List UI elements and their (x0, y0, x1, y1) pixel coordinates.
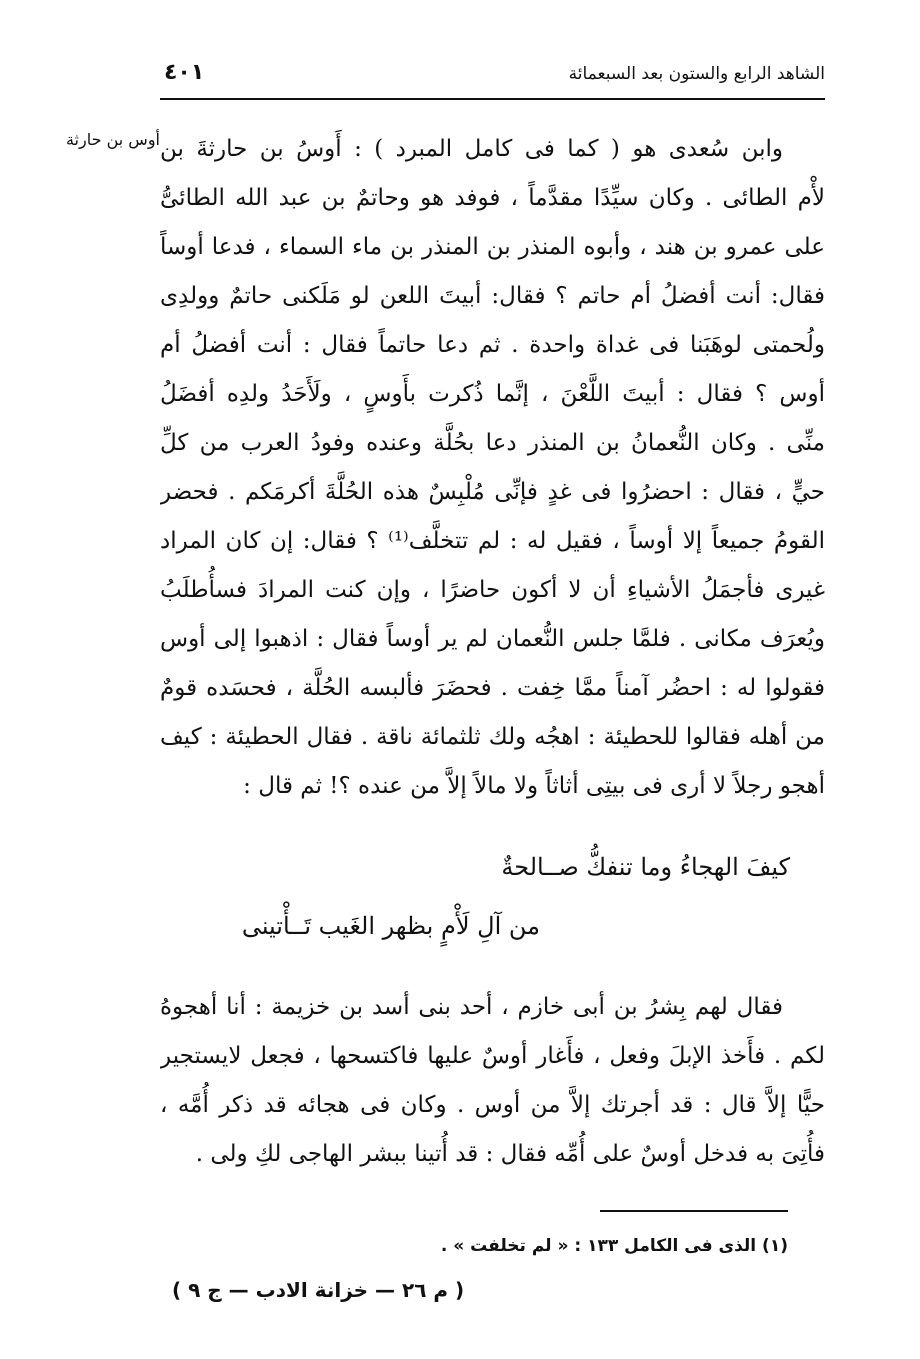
text-line: وابن سُعدى هو ( كما فى كامل المبرد ) : أَوسُ بن حارثةَ بن (160, 136, 783, 162)
text-line: لكم . فأَخذ الإبلَ وفعل ، فأَغار أوسٌ عليها فاكتسحها ، فجعل لايستجير (160, 1043, 825, 1069)
text-line: أهجو رجلاً لا أرى فى بيتِى أثاثاً ولا مالاً إلاَّ من عنده ؟! ثم قال : (243, 773, 825, 799)
verse-first-hemistich: كيفَ الهجاءُ وما تنفكُّ صــالحةٌ (501, 853, 790, 881)
margin-note: أوس بن حارثة (65, 130, 160, 149)
text-line: حيًّا إلاَّ قال : قد أجرتك إلاَّ من أوس . وكان فى هجائه قد ذكر أُمَّه ، (160, 1092, 825, 1118)
page-number: ٤٠١ (164, 60, 205, 85)
footnote: (١) الذى فى الكامل ١٣٣ : « لم تخلفت » . (440, 1236, 788, 1256)
text-line: على عمرو بن هند ، وأبوه المنذر بن المنذر بن ماء السماء ، فدعا أوساً (160, 234, 825, 260)
text-line: فأُتِىَ به فدخل أوسٌ على أُمِّه فقال : قد أُتينا ببشر الهاجى لكِ ولى . (195, 1141, 825, 1167)
second-paragraph (160, 983, 825, 1179)
text-line: غيرى فأجمَلُ الأشياءِ أن لا أكون حاضرًا ، وإن كنت المرادَ فسأُطلَبُ (160, 577, 825, 603)
text-line: منِّى . وكان النُّعمانُ بن المنذر دعا بحُلَّة وعنده وفودُ العرب من كلِّ (160, 430, 825, 456)
text-line: أوس ؟ فقال : أبيتَ اللَّعْنَ ، إنَّما ذُكرت بأَوسٍ ، ولَأَحَدُ ولدِه أفضَلُ (160, 381, 825, 407)
text-line: ويُعرَف مكانى . فلمَّا جلس النُّعمان لم ير أوساً فقال : اذهبوا إلى أوس (160, 626, 825, 652)
text-line: حيٍّ ، فقال : احضرُوا فى غدٍ فإنِّى مُلْبِسٌ هذه الحُلَّةَ أكرمَكم . فحضر (160, 479, 825, 505)
text-line: فقولوا له : احضُر آمناً ممَّا خِفت . فحضَرَ فألبسه الحُلَّة ، فحسَده قومٌ (160, 675, 825, 701)
text-line: لأْم الطائى . وكان سيِّدًا مقدَّماً ، فوفد هو وحاتمٌ بن عبد الله الطائىُّ (160, 185, 825, 211)
page-header (160, 58, 825, 100)
text-line: فقال لهم بِشرُ بن أبى خازم ، أحد بنى أسد بن خزيمة : أنا أهجوهُ (160, 994, 783, 1020)
text-line: ولُحمتى لوهَبَنا فى غداة واحدة . ثم دعا حاتماً فقال : أنت أفضلُ أم (160, 332, 825, 358)
main-paragraph (160, 125, 825, 811)
verse-second-hemistich: من آلِ لَأْمٍ بظهر الغَيب تَــأْتينى (241, 912, 540, 940)
text-line: من أهله فقالوا للحطيئة : اهجُه ولك ثلثمائة ناقة . فقال الحطيئة : كيف (160, 724, 825, 750)
text-line: القومُ جميعاً إلا أوساً ، فقيل له : لم تتخلَّف⁽¹⁾ ؟ فقال: إن كان المراد (160, 528, 825, 554)
running-head: الشاهد الرابع والستون بعد السبعمائة (568, 64, 825, 84)
footnote-divider (600, 1210, 788, 1212)
text-line: فقال: أنت أفضلُ أم حاتم ؟ فقال: أبيتَ اللعن لو مَلَكنى حاتمٌ وولدِى (160, 283, 825, 309)
signature-line: ( م ٢٦ — خزانة الادب — ج ٩ ) (172, 1278, 465, 1302)
